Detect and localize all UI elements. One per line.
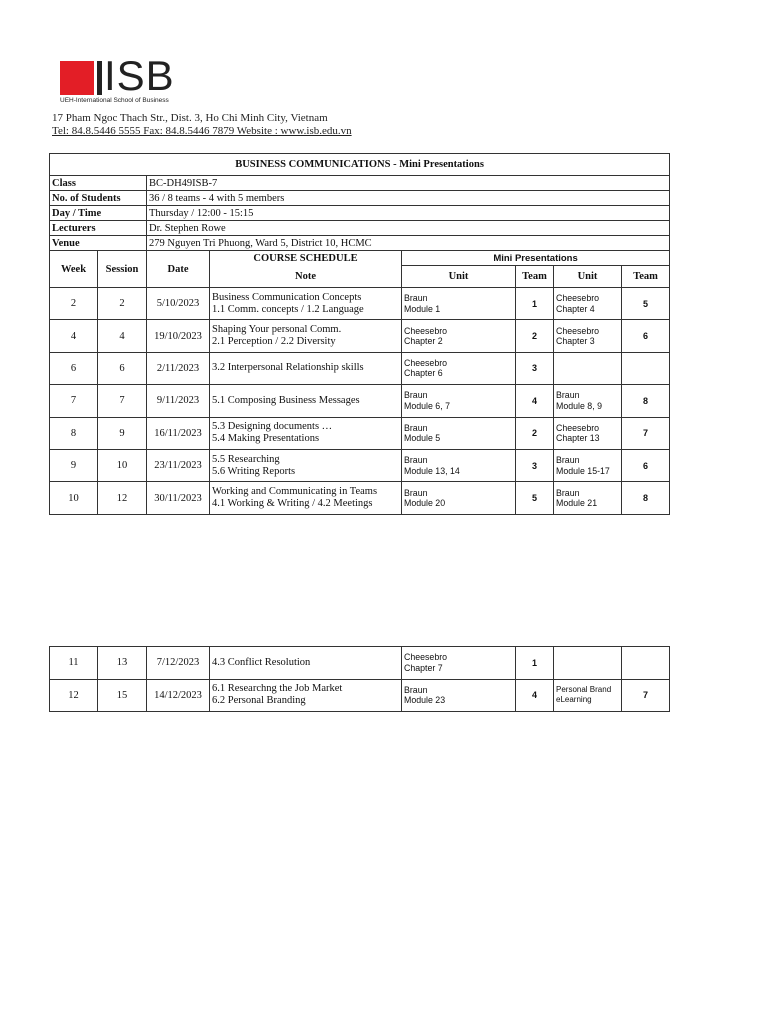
team-cell: 1: [516, 288, 554, 320]
col-header-date: Date: [147, 251, 210, 288]
table-row: [50, 417, 670, 449]
info-value: BC-DH49ISB-7: [147, 176, 670, 191]
week-cell: 12: [50, 679, 98, 712]
table-row: [50, 352, 670, 384]
unit-module: Module 20: [404, 498, 446, 509]
unit-book: Braun: [404, 487, 428, 498]
unit-cell: [554, 679, 622, 712]
table-row: [50, 482, 670, 514]
team-cell: 5: [622, 288, 670, 320]
session-cell: 2: [98, 288, 147, 320]
unit-book: Braun: [404, 422, 428, 433]
logo-bar-icon: [97, 61, 102, 95]
unit-book: Braun: [556, 390, 580, 401]
unit-book: Braun: [404, 455, 428, 466]
note-line: Working and Communicating in Teams: [212, 486, 378, 498]
unit-book: Cheesebro: [404, 325, 448, 336]
unit-module: Module 6, 7: [404, 400, 450, 411]
col-header-team: Team: [622, 266, 670, 288]
session-cell: 7: [98, 385, 147, 417]
week-cell: 6: [50, 352, 98, 384]
note-line: 5.4 Making Presentations: [212, 433, 320, 445]
note-cell: [210, 320, 402, 352]
unit-book: Cheesebro: [556, 325, 600, 336]
info-label: Class: [50, 176, 147, 191]
unit-cell: [554, 385, 622, 417]
unit-cell: [554, 417, 622, 449]
unit-book: Braun: [404, 390, 428, 401]
unit-module: Chapter 2: [404, 336, 443, 347]
week-cell: 9: [50, 449, 98, 481]
note-line: Business Communication Concepts: [212, 291, 362, 303]
session-cell: 10: [98, 449, 147, 481]
team-cell: 8: [622, 385, 670, 417]
team-cell: 8: [622, 482, 670, 514]
table-row: [50, 320, 670, 352]
unit-book: Cheesebro: [556, 422, 600, 433]
team-cell: [622, 352, 670, 384]
session-cell: 13: [98, 647, 147, 680]
unit-cell: [402, 288, 516, 320]
unit-book: Braun: [556, 487, 580, 498]
note-line: 4.3 Conflict Resolution: [212, 656, 311, 668]
info-label: Lecturers: [50, 221, 147, 236]
unit-cell: [402, 449, 516, 481]
info-row-daytime: [50, 206, 670, 221]
logo-subtitle: UEH-International School of Business: [60, 97, 169, 104]
unit-book: Braun: [556, 455, 580, 466]
note-line: 6.2 Personal Branding: [212, 695, 306, 707]
address-line: 17 Pham Ngoc Thach Str., Dist. 3, Ho Chi Minh City, Vietnam: [52, 112, 328, 124]
date-cell: 14/12/2023: [147, 679, 210, 712]
session-cell: 15: [98, 679, 147, 712]
table-row: [50, 679, 670, 712]
unit-book: Personal Brand: [556, 684, 612, 694]
course-schedule-table: [49, 153, 670, 515]
info-row-lecturers: [50, 221, 670, 236]
logo-red-square-icon: [60, 61, 94, 95]
unit-module: Chapter 3: [556, 336, 595, 347]
team-cell: 2: [516, 320, 554, 352]
note-line: Shaping Your personal Comm.: [212, 324, 342, 336]
team-cell: 6: [622, 320, 670, 352]
course-schedule-table-continued: [49, 646, 670, 712]
team-cell: 3: [516, 352, 554, 384]
logo-text: ISB: [104, 52, 175, 99]
unit-cell: [554, 288, 622, 320]
unit-module: Module 8, 9: [556, 400, 602, 411]
note-cell: [210, 679, 402, 712]
date-cell: 23/11/2023: [147, 449, 210, 481]
note-cell: [210, 647, 402, 680]
unit-cell: [402, 647, 516, 680]
unit-cell: [554, 647, 622, 680]
unit-module: Module 5: [404, 433, 441, 444]
info-label: No. of Students: [50, 191, 147, 206]
note-line: 5.1 Composing Business Messages: [212, 394, 360, 406]
note-line: 2.1 Perception / 2.2 Diversity: [212, 336, 336, 348]
unit-module: Module 1: [404, 303, 441, 314]
col-header-unit: Unit: [554, 266, 622, 288]
team-cell: 4: [516, 385, 554, 417]
note-line: 5.5 Researching: [212, 453, 280, 465]
info-value: Thursday / 12:00 - 15:15: [147, 206, 670, 221]
week-cell: 4: [50, 320, 98, 352]
info-value: 279 Nguyen Tri Phuong, Ward 5, District 10, HCMC: [147, 236, 670, 251]
unit-book: Cheesebro: [556, 293, 600, 304]
week-cell: 2: [50, 288, 98, 320]
session-cell: 9: [98, 417, 147, 449]
info-row-class: [50, 176, 670, 191]
date-cell: 2/11/2023: [147, 352, 210, 384]
col-header-team: Team: [516, 266, 554, 288]
info-label: Day / Time: [50, 206, 147, 221]
unit-cell: [554, 320, 622, 352]
unit-cell: [402, 385, 516, 417]
unit-cell: [402, 482, 516, 514]
table-row: [50, 385, 670, 417]
team-cell: 4: [516, 679, 554, 712]
team-cell: 3: [516, 449, 554, 481]
note-cell: [210, 482, 402, 514]
team-cell: 7: [622, 679, 670, 712]
team-cell: 5: [516, 482, 554, 514]
note-line: 5.3 Designing documents …: [212, 421, 333, 433]
week-cell: 11: [50, 647, 98, 680]
note-cell: [210, 288, 402, 320]
date-cell: 7/12/2023: [147, 647, 210, 680]
session-cell: 6: [98, 352, 147, 384]
course-title: BUSINESS COMMUNICATIONS - Mini Presentations: [50, 154, 670, 176]
unit-book: Cheesebro: [404, 652, 448, 663]
date-cell: 9/11/2023: [147, 385, 210, 417]
date-cell: 16/11/2023: [147, 417, 210, 449]
unit-module: Module 13, 14: [404, 465, 460, 476]
unit-module: eLearning: [556, 695, 592, 705]
unit-book: Braun: [404, 293, 428, 304]
team-cell: 6: [622, 449, 670, 481]
table-row: [50, 449, 670, 481]
unit-book: Braun: [404, 684, 428, 695]
col-header-note: Note: [210, 266, 402, 288]
info-value: 36 / 8 teams - 4 with 5 members: [147, 191, 670, 206]
info-label: Venue: [50, 236, 147, 251]
week-cell: 10: [50, 482, 98, 514]
session-cell: 4: [98, 320, 147, 352]
week-cell: 8: [50, 417, 98, 449]
unit-cell: [402, 679, 516, 712]
unit-cell: [554, 482, 622, 514]
note-cell: [210, 417, 402, 449]
info-value: Dr. Stephen Rowe: [147, 221, 670, 236]
note-line: 1.1 Comm. concepts / 1.2 Language: [212, 303, 364, 315]
session-cell: 12: [98, 482, 147, 514]
unit-book: Cheesebro: [404, 357, 448, 368]
note-line: 3.2 Interpersonal Relationship skills: [212, 362, 364, 374]
table-row: [50, 288, 670, 320]
col-header-unit: Unit: [402, 266, 516, 288]
note-line: 4.1 Working & Writing / 4.2 Meetings: [212, 498, 373, 510]
col-header-session: Session: [98, 251, 147, 288]
unit-module: Module 23: [404, 695, 446, 706]
team-cell: 7: [622, 417, 670, 449]
week-cell: 7: [50, 385, 98, 417]
unit-cell: [554, 449, 622, 481]
unit-cell: [402, 352, 516, 384]
note-cell: [210, 352, 402, 384]
team-cell: 2: [516, 417, 554, 449]
note-cell: [210, 385, 402, 417]
table-row: [50, 647, 670, 680]
mini-presentations-label: Mini Presentations: [402, 251, 670, 266]
date-cell: 30/11/2023: [147, 482, 210, 514]
date-cell: 5/10/2023: [147, 288, 210, 320]
note-line: 6.1 Researchng the Job Market: [212, 683, 343, 695]
note-line: 5.6 Writing Reports: [212, 465, 296, 477]
unit-module: Chapter 6: [404, 368, 443, 379]
unit-module: Chapter 13: [556, 433, 600, 444]
note-cell: [210, 449, 402, 481]
unit-module: Module 15-17: [556, 465, 610, 476]
unit-module: Chapter 4: [556, 303, 595, 314]
date-cell: 19/10/2023: [147, 320, 210, 352]
info-row-students: [50, 191, 670, 206]
team-cell: [622, 647, 670, 680]
unit-module: Chapter 7: [404, 662, 443, 673]
contact-line[interactable]: Tel: 84.8.5446 5555 Fax: 84.8.5446 7879 Website : www.isb.edu.vn: [52, 125, 352, 137]
course-schedule-label: COURSE SCHEDULE: [210, 251, 402, 266]
team-cell: 1: [516, 647, 554, 680]
unit-cell: [402, 320, 516, 352]
unit-module: Module 21: [556, 498, 598, 509]
unit-cell: [554, 352, 622, 384]
col-header-week: Week: [50, 251, 98, 288]
info-row-venue: [50, 236, 670, 251]
unit-cell: [402, 417, 516, 449]
